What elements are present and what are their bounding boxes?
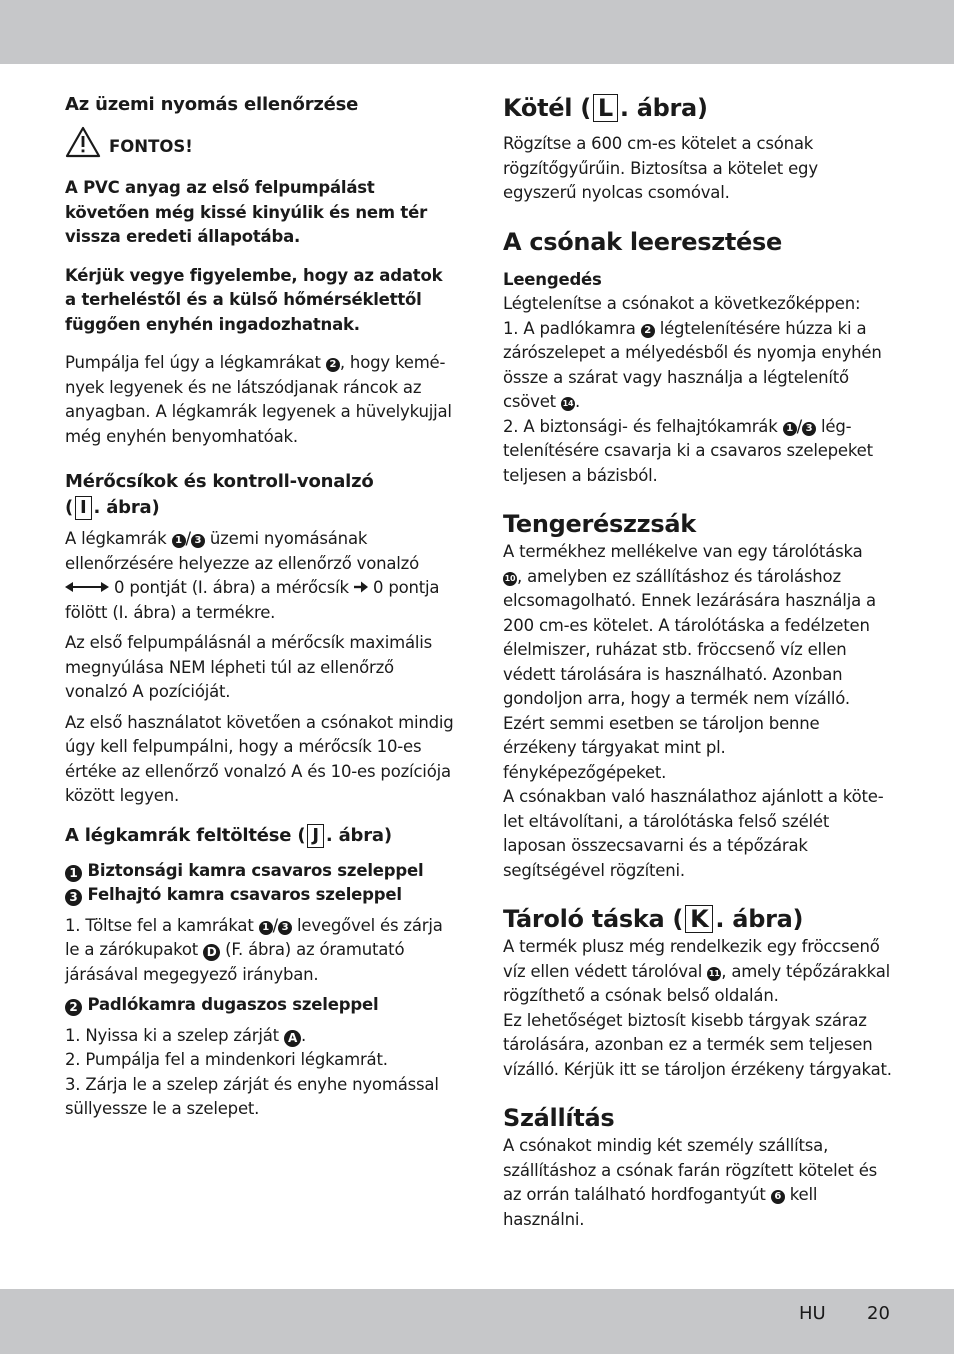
warning-label: FONTOS! [109,137,193,156]
left-column [65,92,455,1122]
gauge-limit-paragraph: Az első felpumpálásnál a mérőcsík maximális megnyúlása NEM lépheti túl az ellenőrző vonalzó A pozícióját. [65,633,433,701]
arrow-right-icon [354,581,368,593]
chamber-1-icon: 1 [65,865,82,882]
valve-1-label: 1 Biztonsági kamra csavaros szeleppel [65,859,455,884]
chamber-3-icon: 3 [191,534,205,548]
figure-J-box: J [307,824,324,848]
chamber-2-icon: 2 [326,358,340,372]
handle-6-icon: 6 [771,1190,785,1204]
chamber-3-icon: 3 [65,889,82,906]
section-title-deflate: A csónak leeresztése [503,227,782,256]
subtitle-leengedes: Leengedés [503,269,602,289]
chamber-2-icon: 2 [641,324,655,338]
storage-11-icon: 11 [707,967,721,981]
vent-tube-14-icon: 14 [561,397,575,411]
section-title-rope: Kötél ( L . ábra) [503,94,708,122]
chamber-2-icon: 2 [65,999,82,1016]
header-bar [0,0,954,64]
storage-paragraph-2: Ez lehetőséget biztosít kisebb tárgyak száraz tárolására, azonban ez a termék sem teljesen vízálló. Kérjük itt se tároljon érzékeny tárgyakat. [503,1010,892,1079]
transport-paragraph: A csónakot mindig két személy szállítsa, szállításhoz a csónak farán rögzített kötelet és az orrán található hordfogantyút 6 kell használni. [503,1136,878,1229]
bag-paragraph-1: A termékhez mellékelve van egy tárolótáska 10, amelyben ez szállításhoz és tároláshoz elcsomagolható. Ennek lezárására használja a 200 cm-es kötelet. A tárolótáska a fedélzeten élelmiszer, ruházat stb. fröccsenő víz ellen védett tárolására is használható. Azonban gondoljon arra, hogy a termék nem vízálló. [503,542,876,708]
chamber-1-icon: 1 [259,921,273,935]
bag-paragraph-2: Ezért semmi esetben se tároljon benne érzékeny tárgyakat mint pl. fényképezőgépeket. [503,713,820,782]
chamber-3-icon: 3 [802,422,816,436]
section-title-fill: A légkamrák feltöltése ( J . ábra) [65,824,392,846]
rope-paragraph: Rögzítse a 600 cm-es kötelet a csónak rögzítőgyűrűin. Biztosítsa a kötelet egy egyszerű nyolcas csomóval. [503,134,818,202]
bag-10-icon: 10 [503,572,517,586]
chamber-3-icon: 3 [278,921,292,935]
warning-row [65,126,455,158]
figure-L-box: L [593,94,618,122]
valve-3-label: 3 Felhajtó kamra csavaros szeleppel [65,883,455,908]
double-arrow-icon [65,581,109,593]
figure-K-box: K [685,905,713,933]
deflate-intro: Légtelenítse a csónakot a következőképpen: [503,294,861,313]
section-title-transport: Szállítás [503,1104,615,1132]
deflate-step-2: 2. A biztonsági- és felhajtókamrák 1 / 3 légtelenítésére csavarja ki a csavaros szelepeket teljesen a bázisból. [503,416,873,485]
warning-icon [65,126,101,158]
gauge-paragraph: A légkamrák 1 / 3 üzemi nyomásának ellenőrzésére helyezze az ellenőrző vonalzó 0 pontját (I. ábra) a mérőcsík 0 pontja fölött (I. ábra) a termékre. [65,529,440,622]
section-title-pressure: Az üzemi nyomás ellenőrzése [65,94,359,115]
gauge-usage-paragraph: Az első használatot követően a csónakot mindig úgy kell felpumpálni, hogy a mérőcsík 10-es értéke az ellenőrző vonalzó A és 10-es pozíciója között legyen. [65,712,454,805]
inflate-paragraph: Pumpálja fel úgy a légkamrákat 2 , hogy kemények legyenek és ne látszódjanak ráncok az anyagban. A légkamrák legyenek a hüvelykujjal még enyhén benyomhatóak. [65,353,452,446]
footer-language: HU [799,1303,826,1324]
chamber-1-icon: 1 [172,534,186,548]
cap-D-icon: D [203,944,220,961]
valve-cap-A-icon: A [284,1030,301,1047]
valve-step-2: 2. Pumpálja fel a mindenkori légkamrát. [65,1050,388,1069]
right-column [503,92,893,1232]
storage-paragraph-1: A termék plusz még rendelkezik egy fröccsenő víz ellen védett tárolóval 11, amely tépőzárakkal rögzíthető a csónak belső oldalán. [503,937,891,1005]
page-number: 20 [867,1303,890,1324]
valve-step-3: 3. Zárja le a szelep zárját és enyhe nyomással süllyessze le a szelepet. [65,1074,439,1118]
section-title-storage-bag: Tároló táska ( K . ábra) [503,905,804,933]
section-title-gauge: Mérőcsíkok és kontroll-vonalzó ( I . ábra) [65,471,374,518]
bag-paragraph-3: A csónakban való használathoz ajánlott a kötelet eltávolítani, a tárolótáska felső szélét laposan összecsavarni és a tépőzárak segítségével rögzíteni. [503,787,884,880]
chamber-1-icon: 1 [783,422,797,436]
section-title-bag: Tengerészzsák [503,510,696,538]
figure-I-box: I [75,496,92,520]
warning-text-2: Kérjük vegye figyelembe, hogy az adatok a terheléstől és a külső hőmérséklettől függően enyhén ingadozhatnak. [65,265,443,334]
fill-step-paragraph: 1. Töltse fel a kamrákat 1 / 3 levegővel és zárja le a zárókupakot D (F. ábra) az óramutató járásával megegyező irányban. [65,915,443,984]
deflate-step-1: 1. A padlókamra 2 légtelenítésére húzza ki a zárószelepet a mélyedésből és nyomja enyhén össze a szárat vagy használja a légtelenítő csövet 14. [503,318,882,411]
valve-2-label: 2 Padlókamra dugaszos szeleppel [65,993,455,1018]
warning-text-1: A PVC anyag az első felpumpálást követően még kissé kinyúlik és nem tér vissza eredeti állapotába. [65,178,428,246]
valve-step-1: 1. Nyissa ki a szelep zárját A . [65,1025,307,1045]
